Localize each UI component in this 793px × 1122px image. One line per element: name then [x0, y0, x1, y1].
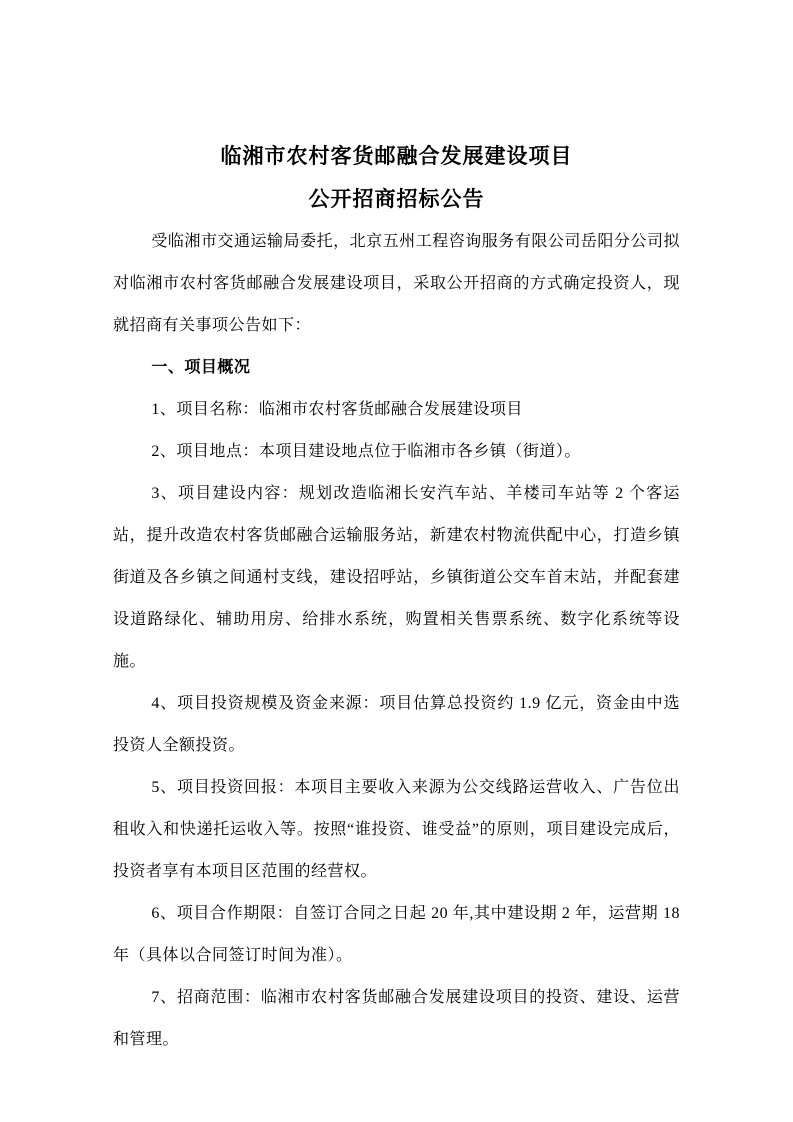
title-line-1: 临湘市农村客货邮融合发展建设项目 [220, 145, 573, 168]
item-construction-content: 3、项目建设内容：规划改造临湘长安汽车站、羊楼司车站等 2 个客运站，提升改造农村客货邮融合运输服务站，新建农村物流供配中心，打造乡镇街道及各乡镇之间通村支线，建设招呼站，乡镇街道公交车首末站，并配套建设道路绿化、辅助用房、给排水系统，购置相关售票系统、数字化系统等设施。 [113, 485, 680, 670]
title-line-2: 公开招商招标公告 [308, 188, 485, 211]
item-project-location: 2、项目地点：本项目建设地点位于临湘市各乡镇（街道）。 [151, 443, 581, 460]
item-investment-return: 5、项目投资回报：本项目主要收入来源为公交线路运营收入、广告位出租收入和快递托运收入等。按照“谁投资、谁受益”的原则，项目建设完成后，投资者享有本项目区范围的经营权。 [113, 779, 680, 880]
document-title [113, 135, 680, 221]
intro-paragraph: 受临湘市交通运输局委托，北京五州工程咨询服务有限公司岳阳分公司拟对临湘市农村客货邮融合发展建设项目，采取公开招商的方式确定投资人，现就招商有关事项公告如下： [113, 233, 680, 334]
item-investment-scope: 7、招商范围：临湘市农村客货邮融合发展建设项目的投资、建设、运营和管理。 [113, 989, 680, 1048]
section-heading-project-overview: 一、项目概况 [151, 359, 251, 376]
item-investment-scale: 4、项目投资规模及资金来源：项目估算总投资约 1.9 亿元，资金由中选投资人全额投资。 [113, 695, 680, 754]
item-cooperation-period: 6、项目合作期限：自签订合同之日起 20 年,其中建设期 2 年，运营期 18 年（具体以合同签订时间为准）。 [113, 905, 680, 964]
item-project-name: 1、项目名称：临湘市农村客货邮融合发展建设项目 [151, 401, 523, 418]
